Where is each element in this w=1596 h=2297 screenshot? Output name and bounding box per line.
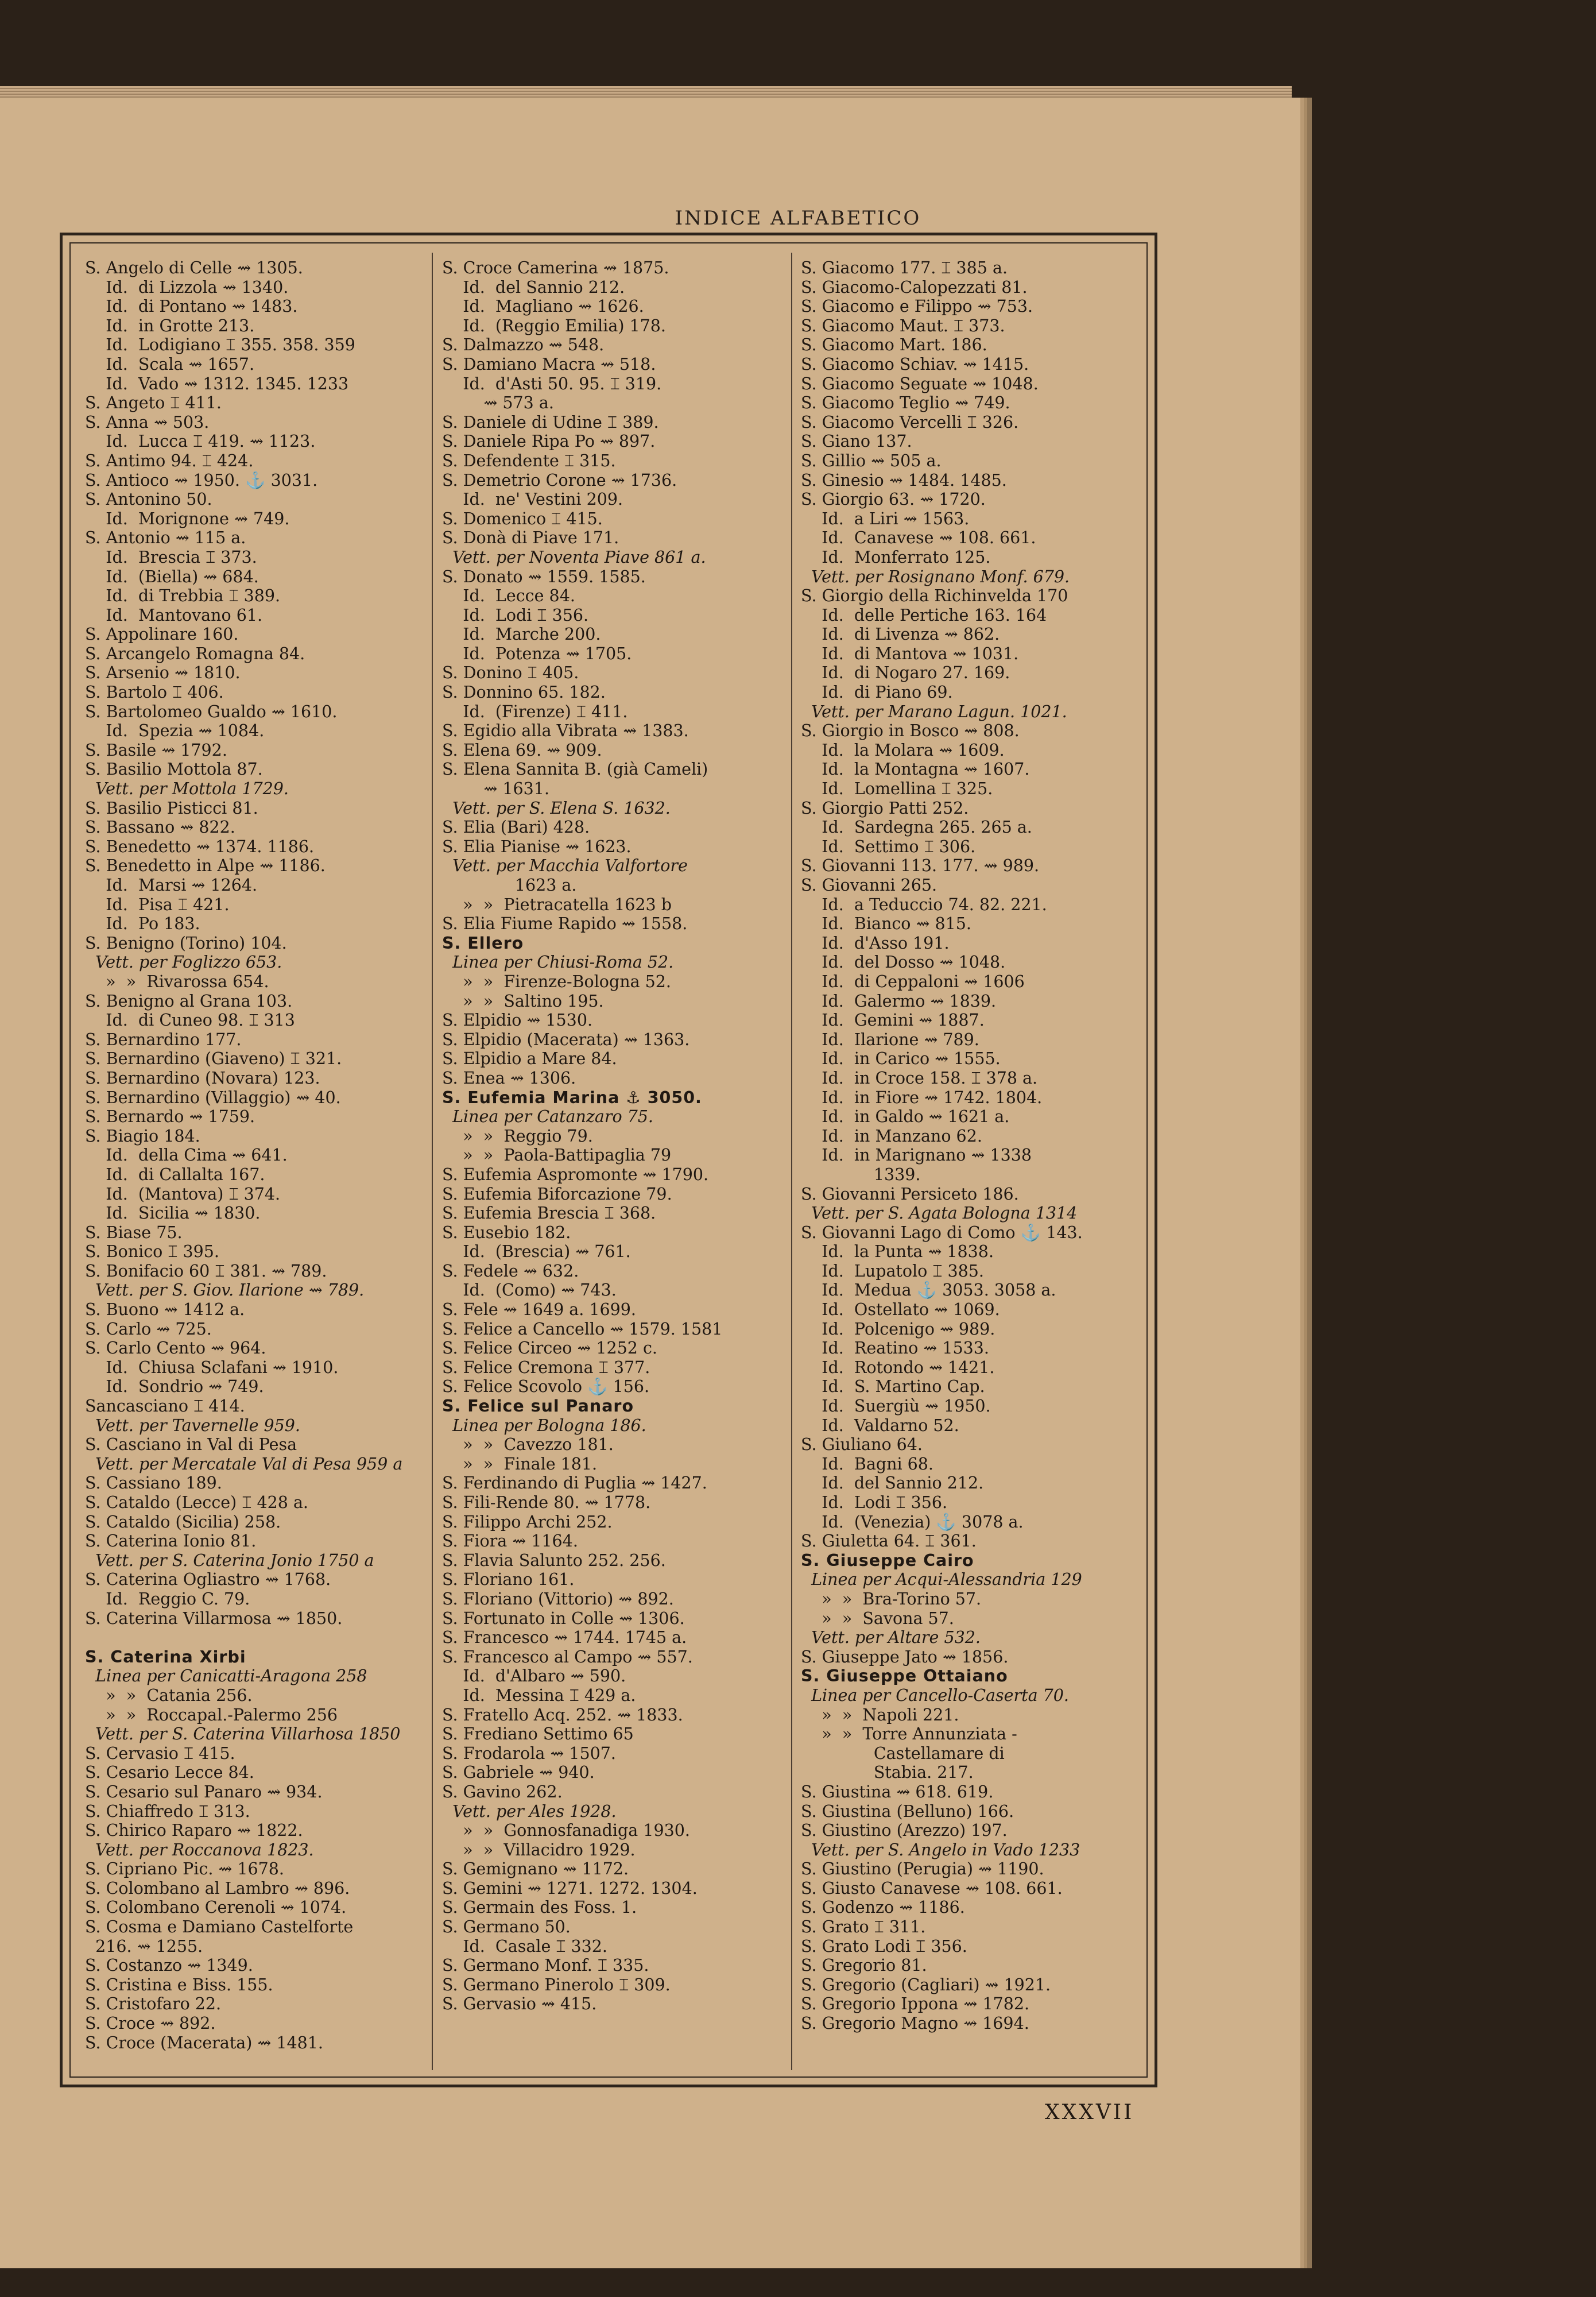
index-entry: S. Francesco ⇝ 1744. 1745 a. [442,1628,687,1648]
index-entry: Id. in Fiore ⇝ 1742. 1804. [801,1088,1043,1107]
index-entry: Id. in Galdo ⇝ 1621 a. [801,1107,1010,1127]
index-entry: Vett. per Rosignano Monf. 679. [801,567,1070,586]
index-entry: S. Benigno al Grana 103. [85,991,293,1011]
index-entry: Id. di Nogaro 27. 169. [801,663,1010,683]
index-entry: » » Savona 57. [801,1608,954,1628]
index-entry: Vett. per Foglizzo 653. [85,953,282,972]
index-entry: Vett. per S. Caterina Villarhosa 1850 [85,1724,401,1744]
index-entry: Vett. per S. Elena S. 1632. [442,798,671,818]
index-entry: S. Gavino 262. [442,1782,563,1801]
index-entry: Id. Gemini ⇝ 1887. [801,1011,985,1030]
column-divider [432,253,433,2070]
index-entry: S. Giovanni Lago di Como ⚓ 143. [801,1223,1083,1242]
index-entry: Linea per Chiusi-Roma 52. [442,953,674,972]
index-entry: S. Felice sul Panaro [442,1397,634,1416]
index-entry: Linea per Bologna 186. [442,1416,646,1435]
index-entry: Id. Vado ⇝ 1312. 1345. 1233 [85,374,349,393]
index-entry: S. Antonino 50. [85,490,212,509]
index-entry: S. Elpidio ⇝ 1530. [442,1011,593,1030]
index-entry: Id. del Dosso ⇝ 1048. [801,953,1006,972]
index-entry: S. Felice Circeo ⇝ 1252 c. [442,1339,657,1358]
index-entry: S. Dalmazzo ⇝ 548. [442,335,605,355]
index-entry: S. Fele ⇝ 1649 a. 1699. [442,1300,636,1320]
index-entry: S. Flavia Salunto 252. 256. [442,1550,666,1570]
index-entry: S. Fratello Acq. 252. ⇝ 1833. [442,1705,683,1724]
index-entry: S. Gregorio 81. [801,1956,927,1975]
index-entry: Vett. per S. Caterina Jonio 1750 a [85,1550,374,1570]
index-entry: S. Giorgio in Bosco ⇝ 808. [801,721,1020,741]
index-entry: » » Bra-Torino 57. [801,1589,982,1608]
index-entry: Vett. per Noventa Piave 861 a. [442,547,706,567]
index-entry: S. Felice Scovolo ⚓ 156. [442,1377,650,1397]
index-entry: S. Costanzo ⇝ 1349. [85,1956,253,1975]
index-entry: Id. a Teduccio 74. 82. 221. [801,895,1047,914]
index-entry: S. Elpidio a Mare 84. [442,1049,617,1069]
index-entry: S. Defendente ⌶ 315. [442,451,616,470]
page-number: XXXVII [1045,2101,1134,2124]
index-entry: Id. Lupatolo ⌶ 385. [801,1261,984,1281]
index-entry: Vett. per Macchia Valfortore [442,856,688,876]
index-entry: S. Antimo 94. ⌶ 424. [85,451,254,470]
index-entry: S. Chirico Raparo ⇝ 1822. [85,1821,303,1840]
index-entry: Id. Mantovano 61. [85,605,263,625]
index-entry: S. Giuletta 64. ⌶ 361. [801,1532,977,1551]
index-entry: Id. Ilarione ⇝ 789. [801,1030,979,1049]
index-entry: » » Rivarossa 654. [85,972,269,991]
index-entry: S. Germano Pinerolo ⌶ 309. [442,1975,671,1994]
index-entry: Id. Casale ⌶ 332. [442,1936,607,1956]
index-entry: Id. Marche 200. [442,625,601,644]
index-entry: Id. a Liri ⇝ 1563. [801,509,970,528]
index-entry: S. Donino ⌶ 405. [442,663,579,683]
index-entry: S. Cesario sul Panaro ⇝ 934. [85,1782,323,1801]
index-entry: S. Cipriano Pic. ⇝ 1678. [85,1859,284,1879]
index-entry: ⇝ 573 a. [442,393,554,413]
index-entry: S. Bonico ⌶ 395. [85,1242,219,1262]
index-entry: S. Frediano Settimo 65 [442,1724,634,1744]
index-entry: S. Egidio alla Vibrata ⇝ 1383. [442,721,689,741]
index-entry: S. Antonio ⇝ 115 a. [85,528,246,548]
index-entry: » » Paola-Battipaglia 79 [442,1146,672,1165]
index-entry: S. Appolinare 160. [85,625,239,644]
index-entry: Id. d'Asso 191. [801,933,950,953]
index-entry: » » Cavezzo 181. [442,1435,614,1455]
index-entry: S. Gabriele ⇝ 940. [442,1763,595,1782]
index-entry: S. Bassano ⇝ 822. [85,818,235,837]
index-entry: S. Giacomo e Filippo ⇝ 753. [801,297,1033,316]
index-entry: S. Germano 50. [442,1917,571,1937]
index-entry: Id. di Callalta 167. [85,1165,265,1184]
index-entry: S. Bernardino 177. [85,1030,242,1049]
index-entry: Id. di Piano 69. [801,683,953,702]
index-entry: Id. Bianco ⇝ 815. [801,914,971,934]
index-entry: S. Angeto ⌶ 411. [85,393,222,413]
index-entry: S. Giacomo Vercelli ⌶ 326. [801,412,1019,432]
index-entry: S. Gillio ⇝ 505 a. [801,451,942,470]
index-entry: Id. Sardegna 265. 265 a. [801,818,1032,837]
index-entry: S. Eufemia Marina ⚓ 3050. [442,1088,702,1107]
index-entry: Id. d'Albaro ⇝ 590. [442,1666,626,1686]
index-entry: S. Fedele ⇝ 632. [442,1261,579,1281]
index-entry: S. Caterina Villarmosa ⇝ 1850. [85,1608,343,1628]
index-entry: Id. Pisa ⌶ 421. [85,895,230,914]
index-entry: Id. Rotondo ⇝ 1421. [801,1358,995,1377]
index-entry: S. Eufemia Brescia ⌶ 368. [442,1204,656,1223]
index-entry: 1623 a. [442,876,577,895]
index-entry: S. Gemignano ⇝ 1172. [442,1859,629,1879]
index-entry: Vett. per Altare 532. [801,1628,981,1648]
index-entry: S. Donnino 65. 182. [442,683,606,702]
index-entry: S. Giuseppe Cairo [801,1550,974,1570]
index-entry: Id. di Cuneo 98. ⌶ 313 [85,1011,295,1030]
index-entry: Stabia. 217. [801,1763,974,1782]
index-entry: S. Cosma e Damiano Castelforte [85,1917,354,1937]
index-entry: S. Cervasio ⌶ 415. [85,1743,235,1763]
index-entry: S. Croce (Macerata) ⇝ 1481. [85,2033,323,2052]
index-entry: » » Saltino 195. [442,991,604,1011]
index-entry: » » Gonnosfanadiga 1930. [442,1821,690,1840]
page-header-title: INDICE ALFABETICO [675,207,921,230]
index-entry: S. Caterina Ogliastro ⇝ 1768. [85,1570,331,1590]
index-entry: S. Benedetto ⇝ 1374. 1186. [85,837,315,856]
index-entry: Vett. per Ales 1928. [442,1801,617,1821]
index-entry: Id. Brescia ⌶ 373. [85,547,257,567]
index-entry: Id. Valdarno 52. [801,1416,959,1435]
index-entry: S. Giorgio 63. ⇝ 1720. [801,490,986,509]
index-entry: S. Fiora ⇝ 1164. [442,1532,578,1551]
index-entry: S. Basilio Pisticci 81. [85,798,258,818]
index-entry: S. Eufemia Biforcazione 79. [442,1184,672,1204]
index-entry: Linea per Cancello-Caserta 70. [801,1685,1069,1705]
index-entry: Vett. per Tavernelle 959. [85,1416,300,1435]
index-entry: S. Casciano in Val di Pesa [85,1435,297,1455]
index-entry: Id. d'Asti 50. 95. ⌶ 319. [442,374,662,393]
index-entry: S. Buono ⇝ 1412 a. [85,1300,245,1320]
index-entry: Id. (Biella) ⇝ 684. [85,567,259,586]
index-entry: Id. di Trebbia ⌶ 389. [85,586,281,606]
index-entry: S. Floriano 161. [442,1570,575,1590]
index-entry: S. Gregorio Magno ⇝ 1694. [801,2014,1029,2033]
index-entry: S. Cataldo (Sicilia) 258. [85,1512,281,1532]
index-entry: Id. Reatino ⇝ 1533. [801,1339,989,1358]
index-entry: Id. (Mantova) ⌶ 374. [85,1184,281,1204]
index-entry: S. Ginesio ⇝ 1484. 1485. [801,470,1007,490]
index-entry: S. Gemini ⇝ 1271. 1272. 1304. [442,1878,698,1898]
index-entry: Id. in Marignano ⇝ 1338 [801,1146,1032,1165]
index-entry: Id. Suergiù ⇝ 1950. [801,1397,991,1416]
index-entry: S. Gregorio (Cagliari) ⇝ 1921. [801,1975,1051,1994]
index-entry: Id. Lecce 84. [442,586,575,606]
index-entry: S. Floriano (Vittorio) ⇝ 892. [442,1589,674,1608]
index-entry: S. Giacomo Teglio ⇝ 749. [801,393,1010,413]
index-entry: S. Caterina Xirbi [85,1647,246,1666]
index-entry: S. Giuliano 64. [801,1435,923,1455]
index-entry: S. Cataldo (Lecce) ⌶ 428 a. [85,1493,308,1512]
index-entry: S. Giuseppe Jato ⇝ 1856. [801,1647,1009,1666]
index-entry: S. Chiaffredo ⌶ 313. [85,1801,250,1821]
index-entry: » » Torre Annunziata - [801,1724,1017,1744]
index-entry: S. Basilio Mottola 87. [85,760,263,779]
index-entry: Id. Morignone ⇝ 749. [85,509,290,528]
index-entry: S. Ferdinando di Puglia ⇝ 1427. [442,1474,707,1493]
index-entry: Id. Messina ⌶ 429 a. [442,1685,636,1705]
index-entry: S. Elia Fiume Rapido ⇝ 1558. [442,914,688,934]
index-entry: Id. di Ceppaloni ⇝ 1606 [801,972,1025,991]
index-entry: S. Gervasio ⇝ 415. [442,1994,597,2014]
index-entry: Id. Lodi ⌶ 356. [442,605,589,625]
index-entry: Id. la Punta ⇝ 1838. [801,1242,994,1262]
index-entry: Id. Magliano ⇝ 1626. [442,297,644,316]
index-entry: S. Biagio 184. [85,1126,200,1146]
index-entry: S. Antioco ⇝ 1950. ⚓ 3031. [85,470,318,490]
index-entry: S. Croce Camerina ⇝ 1875. [442,258,669,277]
index-entry: S. Biase 75. [85,1223,183,1242]
index-entry: Linea per Catanzaro 75. [442,1107,653,1127]
index-entry: S. Domenico ⌶ 415. [442,509,603,528]
index-entry: S. Colombano Cerenoli ⇝ 1074. [85,1898,347,1917]
index-entry: » » Villacidro 1929. [442,1840,636,1859]
index-entry: S. Colombano al Lambro ⇝ 896. [85,1878,350,1898]
index-entry: S. Eufemia Aspromonte ⇝ 1790. [442,1165,709,1184]
index-entry: S. Demetrio Corone ⇝ 1736. [442,470,677,490]
index-entry: S. Daniele Ripa Po ⇝ 897. [442,432,656,451]
index-entry: » » Napoli 221. [801,1705,959,1724]
index-entry: Vett. per S. Agata Bologna 1314 [801,1204,1078,1223]
index-entry: » » Finale 181. [442,1454,598,1474]
index-entry: Id. Scala ⇝ 1657. [85,354,255,374]
index-entry: Id. Sondrio ⇝ 749. [85,1377,264,1397]
index-entry: S. Godenzo ⇝ 1186. [801,1898,965,1917]
index-entry: S. Angelo di Celle ⇝ 1305. [85,258,303,277]
index-entry: » » Pietracatella 1623 b [442,895,672,914]
index-entry: Id. (Como) ⇝ 743. [442,1281,617,1300]
index-entry: S. Croce ⇝ 892. [85,2014,216,2033]
index-entry: Id. (Brescia) ⇝ 761. [442,1242,631,1262]
index-entry: Id. delle Pertiche 163. 164 [801,605,1047,625]
index-entry: S. Giacomo-Calopezzati 81. [801,277,1028,297]
index-entry: S. Giorgio Patti 252. [801,798,969,818]
index-entry: S. Benigno (Torino) 104. [85,933,287,953]
index-entry: S. Benedetto in Alpe ⇝ 1186. [85,856,326,876]
index-column-3 [801,258,1145,2067]
index-entry: S. Bonifacio 60 ⌶ 381. ⇝ 789. [85,1261,327,1281]
index-entry: S. Elena Sannita B. (già Cameli) [442,760,708,779]
index-entry: S. Felice Cremona ⌶ 377. [442,1358,650,1377]
index-entry: Id. in Manzano 62. [801,1126,982,1146]
index-entry: Vett. per S. Angelo in Vado 1233 [801,1840,1080,1859]
index-entry: Id. di Livenza ⇝ 862. [801,625,1000,644]
index-entry: Id. Lucca ⌶ 419. ⇝ 1123. [85,432,316,451]
index-entry: S. Elpidio (Macerata) ⇝ 1363. [442,1030,690,1049]
index-entry: Id. Po 183. [85,914,200,934]
index-entry: » » Catania 256. [85,1685,253,1705]
index-entry: Id. del Sannio 212. [801,1474,984,1493]
index-entry: » » Firenze-Bologna 52. [442,972,671,991]
index-entry: Id. Potenza ⇝ 1705. [442,644,632,663]
index-entry: Id. Canavese ⇝ 108. 661. [801,528,1036,548]
index-entry: S. Elia (Bari) 428. [442,818,590,837]
index-entry: S. Gregorio Ippona ⇝ 1782. [801,1994,1030,2014]
index-entry: S. Giorgio della Richinvelda 170 [801,586,1068,606]
index-entry: Id. (Firenze) ⌶ 411. [442,702,628,721]
index-entry: S. Bartolomeo Gualdo ⇝ 1610. [85,702,338,721]
index-entry: Id. la Molara ⇝ 1609. [801,740,1005,760]
index-entry: S. Anna ⇝ 503. [85,412,210,432]
index-entry: Id. in Croce 158. ⌶ 378 a. [801,1068,1038,1088]
index-entry: Id. di Lizzola ⇝ 1340. [85,277,289,297]
index-entry: S. Giano 137. [801,432,912,451]
index-entry: S. Giustino (Perugia) ⇝ 1190. [801,1859,1044,1879]
index-entry: Id. di Mantova ⇝ 1031. [801,644,1019,663]
index-entry: S. Fortunato in Colle ⇝ 1306. [442,1608,685,1628]
index-entry: S. Frodarola ⇝ 1507. [442,1743,616,1763]
index-entry: S. Basile ⇝ 1792. [85,740,227,760]
index-entry: S. Giovanni Persiceto 186. [801,1184,1019,1204]
index-entry: Id. Settimo ⌶ 306. [801,837,976,856]
index-entry: Vett. per Mercatale Val di Pesa 959 a [85,1454,403,1474]
index-entry: Id. Galermo ⇝ 1839. [801,991,997,1011]
index-entry: Vett. per S. Giov. Ilarione ⇝ 789. [85,1281,365,1300]
index-entry: S. Giacomo Schiav. ⇝ 1415. [801,354,1029,374]
index-entry: Id. Lomellina ⌶ 325. [801,779,993,799]
index-entry: S. Bernardo ⇝ 1759. [85,1107,255,1127]
index-entry: Id. Ostellato ⇝ 1069. [801,1300,1000,1320]
index-entry: S. Damiano Macra ⇝ 518. [442,354,656,374]
index-entry: S. Giacomo Maut. ⌶ 373. [801,316,1005,335]
index-entry: S. Bernardino (Giaveno) ⌶ 321. [85,1049,342,1069]
index-entry: Id. in Carico ⇝ 1555. [801,1049,1001,1069]
index-entry: S. Caterina Ionio 81. [85,1532,257,1551]
index-entry: ⇝ 1631. [442,779,550,799]
index-entry: S. Eusebio 182. [442,1223,571,1242]
index-entry: S. Elena 69. ⇝ 909. [442,740,602,760]
index-entry: Id. (Venezia) ⚓ 3078 a. [801,1512,1024,1532]
index-entry: S. Giacomo Mart. 186. [801,335,987,355]
index-entry: Id. Chiusa Sclafani ⇝ 1910. [85,1358,339,1377]
index-entry: S. Germain des Foss. 1. [442,1898,637,1917]
index-entry: Id. Spezia ⇝ 1084. [85,721,265,741]
index-entry: S. Bernardino (Villaggio) ⇝ 40. [85,1088,341,1107]
index-entry: S. Bartolo ⌶ 406. [85,683,224,702]
index-entry: 216. ⇝ 1255. [85,1936,203,1956]
index-entry: Id. della Cima ⇝ 641. [85,1146,288,1165]
index-entry: S. Giacomo 177. ⌶ 385 a. [801,258,1008,277]
index-entry: S. Giacomo Seguate ⇝ 1048. [801,374,1039,393]
index-entry: S. Arcangelo Romagna 84. [85,644,305,663]
index-entry: Id. di Pontano ⇝ 1483. [85,297,298,316]
index-entry: S. Grato Lodi ⌶ 356. [801,1936,967,1956]
index-entry: S. Enea ⇝ 1306. [442,1068,576,1088]
index-entry: S. Elia Pianise ⇝ 1623. [442,837,632,856]
index-entry: Id. ne' Vestini 209. [442,490,623,509]
index-entry: » » Roccapal.-Palermo 256 [85,1705,338,1724]
index-entry: S. Giusto Canavese ⇝ 108. 661. [801,1878,1063,1898]
index-entry: S. Giustina (Belluno) 166. [801,1801,1014,1821]
index-entry: S. Grato ⌶ 311. [801,1917,926,1937]
index-entry: S. Donato ⇝ 1559. 1585. [442,567,646,586]
index-entry: Id. la Montagna ⇝ 1607. [801,760,1030,779]
index-entry: Id. Monferrato 125. [801,547,991,567]
index-entry: Id. Polcenigo ⇝ 989. [801,1319,995,1339]
index-entry: 1339. [801,1165,921,1184]
index-entry: Id. (Reggio Emilia) 178. [442,316,666,335]
index-entry: S. Francesco al Campo ⇝ 557. [442,1647,693,1666]
index-entry: S. Carlo Cento ⇝ 964. [85,1339,266,1358]
index-entry: Linea per Acqui-Alessandria 129 [801,1570,1082,1590]
index-entry: Id. Bagni 68. [801,1454,933,1474]
column-divider [791,253,792,2070]
index-entry: S. Arsenio ⇝ 1810. [85,663,241,683]
index-column-1 [85,258,418,2067]
index-entry: Id. Marsi ⇝ 1264. [85,876,258,895]
index-entry: Vett. per Mottola 1729. [85,779,289,799]
index-entry: S. Cristofaro 22. [85,1994,222,2014]
index-entry: S. Giovanni 265. [801,876,938,895]
index-entry: Id. Sicilia ⇝ 1830. [85,1204,261,1223]
index-entry: S. Ellero [442,933,524,953]
index-entry: S. Giustino (Arezzo) 197. [801,1821,1008,1840]
index-entry: Id. in Grotte 213. [85,316,255,335]
index-entry: S. Cesario Lecce 84. [85,1763,254,1782]
index-entry: Id. Medua ⚓ 3053. 3058 a. [801,1281,1056,1300]
index-entry: Id. del Sannio 212. [442,277,625,297]
index-entry: Id. Lodi ⌶ 356. [801,1493,948,1512]
index-entry: Id. S. Martino Cap. [801,1377,985,1397]
index-entry: S. Carlo ⇝ 725. [85,1319,212,1339]
index-entry: S. Filippo Archi 252. [442,1512,613,1532]
index-entry: Id. Reggio C. 79. [85,1589,250,1608]
index-entry: S. Giustina ⇝ 618. 619. [801,1782,994,1801]
index-entry: S. Germano Monf. ⌶ 335. [442,1956,649,1975]
index-entry: Vett. per Roccanova 1823. [85,1840,314,1859]
index-column-2 [442,258,781,2067]
index-entry: S. Bernardino (Novara) 123. [85,1068,320,1088]
index-entry: S. Fili-Rende 80. ⇝ 1778. [442,1493,651,1512]
index-entry: S. Giovanni 113. 177. ⇝ 989. [801,856,1040,876]
index-entry [85,1628,418,1648]
index-entry: S. Donà di Piave 171. [442,528,619,548]
index-entry: Vett. per Marano Lagun. 1021. [801,702,1067,721]
index-entry: » » Reggio 79. [442,1126,593,1146]
index-entry: Sancasciano ⌶ 414. [85,1397,245,1416]
index-entry: S. Felice a Cancello ⇝ 1579. 1581 [442,1319,723,1339]
index-entry: Linea per Canicatti-Aragona 258 [85,1666,367,1686]
index-entry: S. Daniele di Udine ⌶ 389. [442,412,659,432]
index-entry: S. Giuseppe Ottaiano [801,1666,1008,1686]
index-entry: Id. Lodigiano ⌶ 355. 358. 359 [85,335,355,355]
index-entry: S. Cassiano 189. [85,1474,222,1493]
index-entry: S. Cristina e Biss. 155. [85,1975,273,1994]
index-entry: Castellamare di [801,1743,1005,1763]
